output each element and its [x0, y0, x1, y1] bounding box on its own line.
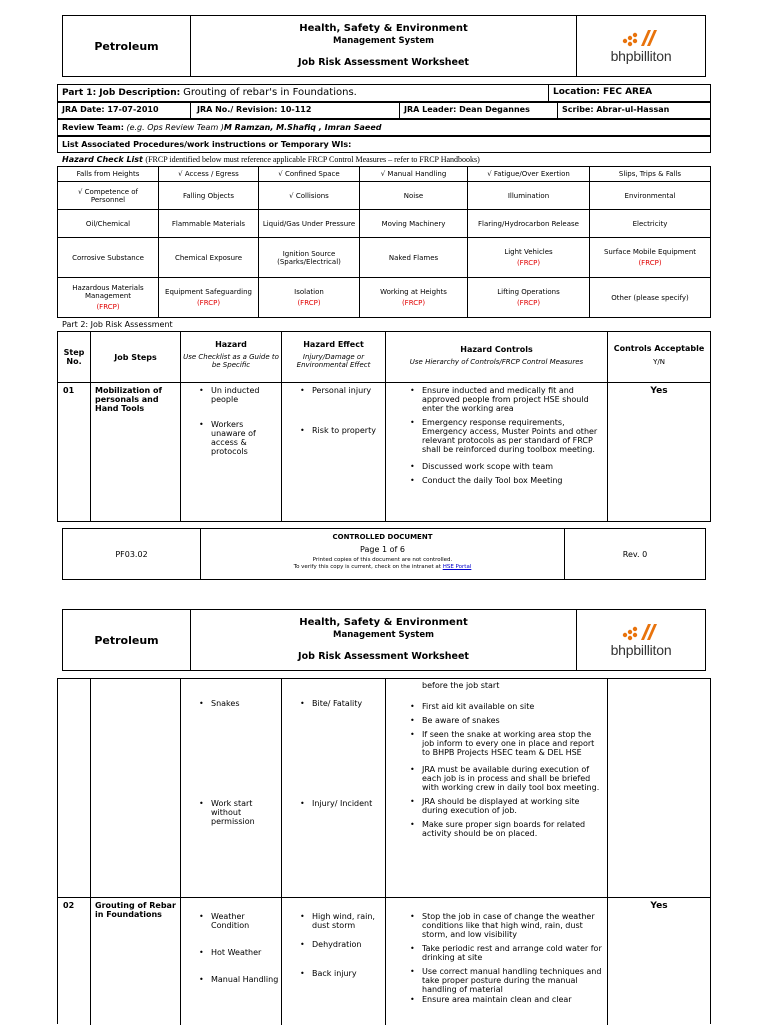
bhp-logo-text: bhpbilliton	[610, 642, 672, 658]
jra-table-header	[57, 331, 711, 383]
row01-effect: • Risk to property	[312, 426, 383, 435]
hazard-checklist-label: Flammable Materials	[171, 219, 246, 228]
col-hazard-controls: Hazard Controls Use Hierarchy of Controls/FRCP Control Measures	[386, 332, 608, 382]
hazard-checklist-item	[58, 278, 159, 317]
hazard-checklist-item	[360, 238, 468, 278]
hazard-checklist-item	[259, 210, 360, 238]
row01-effect: • Personal injury	[312, 386, 383, 395]
hazard-checklist-label: √ Collisions	[289, 191, 329, 200]
org-name: Petroleum	[63, 16, 191, 76]
hazard-checklist-label: Illumination	[507, 191, 550, 200]
hazard-checklist-label: √ Confined Space	[278, 170, 340, 178]
header-titles: Health, Safety & Environment Management System Job Risk Assessment Worksheet	[191, 610, 577, 670]
hazard-checklist-label: Moving Machinery	[381, 219, 446, 228]
footer-rev: Rev. 0	[622, 549, 648, 559]
footer-page: Page 1 of 6	[360, 545, 405, 554]
hazard-checklist-item	[159, 278, 259, 317]
row01-hazard: • Snakes	[211, 699, 279, 708]
hazard-checklist-grid	[57, 166, 711, 318]
hazard-checklist-label: Working at Heights	[380, 288, 447, 296]
row02-control: • Ensure area maintain clean and clear	[422, 995, 603, 1004]
hazard-checklist-label: Noise	[403, 191, 424, 200]
frcp-tag: (FRCP)	[516, 259, 541, 267]
hazard-checklist-item	[159, 167, 259, 182]
part1-row	[57, 84, 711, 102]
procedures-row: List Associated Procedures/work instructions or Temporary WIs:	[57, 136, 711, 153]
hazard-checklist-item	[58, 210, 159, 238]
row02-hazard: • Manual Handling	[211, 975, 279, 984]
hazard-checklist-label: Isolation	[294, 288, 324, 296]
location: Location: FEC AREA	[548, 85, 710, 101]
row02-effect: • High wind, rain, dust storm	[312, 912, 383, 930]
row01-hazards-cont	[181, 679, 282, 899]
header-line2: Management System	[333, 36, 434, 46]
row01-control: • Be aware of snakes	[422, 716, 603, 725]
hazard-checklist-label: Oil/Chemical	[85, 219, 131, 228]
row01-effects-cont	[282, 679, 386, 899]
row01-control: • JRA must be available during execution of each job is in process and shall be briefed with working crew in daily tool box meeting.	[422, 765, 603, 792]
row01-control: • Emergency response requirements, Emergency access, Muster Points and other relevant protocols as per standard of FRCP shall be reinforced during toolbox meeting.	[422, 418, 603, 454]
hazard-checklist-item	[468, 238, 590, 278]
footer-note2: To verify this copy is current, check on the intranet at HSE Portal	[293, 564, 472, 570]
hazard-checklist-item	[590, 238, 710, 278]
hazard-checklist-label: Falls from Heights	[76, 170, 140, 178]
hazard-checklist-item	[259, 238, 360, 278]
hazard-checklist-item	[259, 278, 360, 317]
row01-control: • First aid kit available on site	[422, 702, 603, 711]
hazard-checklist-label: Lifting Operations	[497, 288, 560, 296]
bhp-logo-text: bhpbilliton	[610, 48, 672, 64]
hazard-checklist-item	[58, 238, 159, 278]
jra-row-02	[57, 897, 711, 1024]
bhp-logo	[577, 16, 705, 76]
hazard-checklist-item	[259, 182, 360, 210]
hazard-checklist-item	[58, 167, 159, 182]
hazard-checklist-label: Electricity	[632, 219, 668, 228]
jra-date: JRA Date: 17-07-2010	[62, 105, 159, 114]
row02-hazard: • Hot Weather	[211, 948, 279, 957]
part2-label: Part 2: Job Risk Assessment	[62, 320, 173, 329]
jra-number: JRA No./ Revision: 10-112	[190, 103, 456, 118]
row01-control: • Discussed work scope with team	[422, 462, 603, 471]
bhp-logo-mark-icon	[621, 622, 661, 642]
row01-control: • JRA should be displayed at working site during execution of job.	[422, 797, 603, 815]
col-hazard: Hazard Use Checklist as a Guide to be Specific	[181, 332, 282, 382]
hazard-checklist-label: Slips, Trips & Falls	[618, 170, 682, 178]
footer-title: CONTROLLED DOCUMENT	[332, 533, 433, 541]
frcp-tag: (FRCP)	[96, 303, 120, 311]
hazard-checklist-label: √ Manual Handling	[380, 170, 447, 178]
frcp-tag: (FRCP)	[516, 299, 541, 307]
review-team: Review Team: (e.g. Ops Review Team )M Ramzan, M.Shafiq , Imran Saeed	[57, 119, 711, 136]
row02-hazard: • Weather Condition	[211, 912, 279, 930]
row02-control: • Stop the job in case of change the weather conditions like that high wind, rain, dust storm, and low visibility	[422, 912, 603, 939]
hazard-checklist-item	[590, 210, 710, 238]
hazard-checklist-label: Environmental	[624, 191, 676, 200]
frcp-tag: (FRCP)	[297, 299, 321, 307]
hazard-checklist-item	[590, 182, 710, 210]
hazard-checklist-item	[259, 167, 360, 182]
col-controls-acceptable: Controls Acceptable Y/N	[613, 344, 705, 366]
header-titles	[191, 16, 577, 76]
hazard-checklist-item	[468, 278, 590, 317]
hazard-checklist-label: Liquid/Gas Under Pressure	[262, 219, 356, 228]
row02-effect: • Dehydration	[312, 940, 383, 949]
checklist-title-row: Hazard Check List (FRCP identified below must reference applicable FRCP Control Measures – refer to FRCP Handbooks)	[62, 155, 480, 164]
footer-center	[201, 529, 565, 579]
row02-hazards	[181, 898, 282, 1025]
row02-job-step: Grouting of Rebar in Foundations	[91, 898, 181, 1025]
row01-effect: • Bite/ Fatality	[312, 699, 383, 708]
org-name: Petroleum	[63, 610, 191, 670]
hazard-checklist-label: √ Competence of Personnel	[77, 187, 139, 204]
row02-control: • Take periodic rest and arrange cold water for drinking at site	[422, 944, 603, 962]
hazard-checklist-item	[159, 182, 259, 210]
col-step: Step No.	[58, 332, 91, 382]
scribe: Scribe: Abrar-ul-Hassan	[557, 103, 710, 118]
hazard-checklist-item	[590, 278, 710, 317]
hazard-checklist-item	[590, 167, 710, 182]
jra-leader: JRA Leader: Dean Degannes	[399, 103, 539, 118]
hazard-checklist-item	[468, 182, 590, 210]
row01-control: • If seen the snake at working area stop the job inform to every one in place and report to BHPB Projects HSEC team & DEL HSE	[422, 730, 603, 757]
row01-hazard: • Work start without permission	[211, 799, 279, 826]
row01-controls-cont	[386, 679, 608, 899]
page-footer	[62, 528, 706, 580]
hazard-checklist-label: Chemical Exposure	[174, 253, 243, 262]
hazard-checklist-label: Naked Flames	[388, 253, 439, 262]
row02-step: 02	[58, 898, 91, 1025]
hazard-checklist-label: Equipment Safeguarding	[165, 288, 252, 296]
hazard-checklist-label: Surface Mobile Equipment	[603, 248, 697, 256]
hazard-checklist-label: Hazardous Materials Management	[72, 284, 144, 300]
frcp-tag: (FRCP)	[196, 299, 221, 307]
frcp-tag: (FRCP)	[638, 259, 662, 267]
hazard-checklist-label: Flaring/Hydrocarbon Release	[478, 219, 579, 228]
jra-row-01	[57, 382, 711, 522]
page1-header	[62, 15, 706, 77]
bhp-logo	[577, 610, 705, 670]
row02-accept: Yes	[650, 901, 668, 911]
jra-info-row	[57, 102, 711, 119]
hazard-checklist-label: Other (please specify)	[611, 293, 689, 302]
row02-effect: • Back injury	[312, 969, 383, 978]
hazard-checklist-item	[360, 210, 468, 238]
row01-control: • Conduct the daily Tool box Meeting	[422, 476, 603, 485]
row02-control: • Use correct manual handling techniques and take proper posture during the manual handling of material	[422, 967, 603, 994]
jra-row-01-continued	[57, 678, 711, 898]
row01-effects	[282, 383, 386, 521]
row01-hazards	[181, 383, 282, 521]
hazard-checklist-label: Falling Objects	[182, 191, 235, 200]
row01-controls	[386, 383, 608, 521]
page2-header	[62, 609, 706, 671]
header-line1: Health, Safety & Environment	[299, 23, 468, 34]
header-line3: Job Risk Assessment Worksheet	[298, 57, 469, 68]
row01-control: • Make sure proper sign boards for related activity should be on placed.	[422, 820, 603, 838]
footer-code: PF03.02	[63, 529, 201, 579]
hazard-checklist-item	[159, 210, 259, 238]
hazard-checklist-label: Corrosive Substance	[72, 253, 144, 262]
hazard-checklist-label: √ Access / Egress	[178, 170, 239, 178]
hse-portal-link[interactable]: HSE Portal	[442, 564, 472, 570]
hazard-checklist-label: Light Vehicles	[504, 248, 553, 256]
row01-control-cont-text: before the job start	[422, 681, 500, 690]
hazard-checklist-label: Ignition Source (Sparks/Electrical)	[277, 249, 341, 266]
bhp-logo-mark-icon	[621, 28, 661, 48]
row01-accept: Yes	[650, 386, 668, 396]
hazard-checklist-item	[360, 167, 468, 182]
row02-effects	[282, 898, 386, 1025]
hazard-checklist-label: √ Fatigue/Over Exertion	[487, 170, 570, 178]
row01-step: 01	[58, 383, 91, 521]
row01-effect: • Injury/ Incident	[312, 799, 383, 808]
frcp-tag: (FRCP)	[401, 299, 426, 307]
row01-control: • Ensure inducted and medically fit and approved people from project HSE should enter the working area	[422, 386, 603, 413]
hazard-checklist-item	[468, 210, 590, 238]
footer-note1: Printed copies of this document are not controlled.	[312, 557, 453, 563]
hazard-checklist-item	[468, 167, 590, 182]
row01-hazard: • Un inducted people	[211, 386, 279, 404]
row01-hazard: • Workers unaware of access & protocols	[211, 420, 279, 456]
hazard-checklist-item	[360, 182, 468, 210]
col-hazard-effect: Hazard Effect Injury/Damage or Environmental Effect	[282, 332, 386, 382]
row02-controls	[386, 898, 608, 1025]
col-job-steps: Job Steps	[91, 332, 181, 382]
hazard-checklist-item	[360, 278, 468, 317]
row01-job-step: Mobilization of personals and Hand Tools	[91, 383, 181, 521]
part1-label: Part 1: Job Description: Grouting of rebar's in Foundations.	[62, 87, 357, 98]
hazard-checklist-item	[159, 238, 259, 278]
hazard-checklist-item	[58, 182, 159, 210]
